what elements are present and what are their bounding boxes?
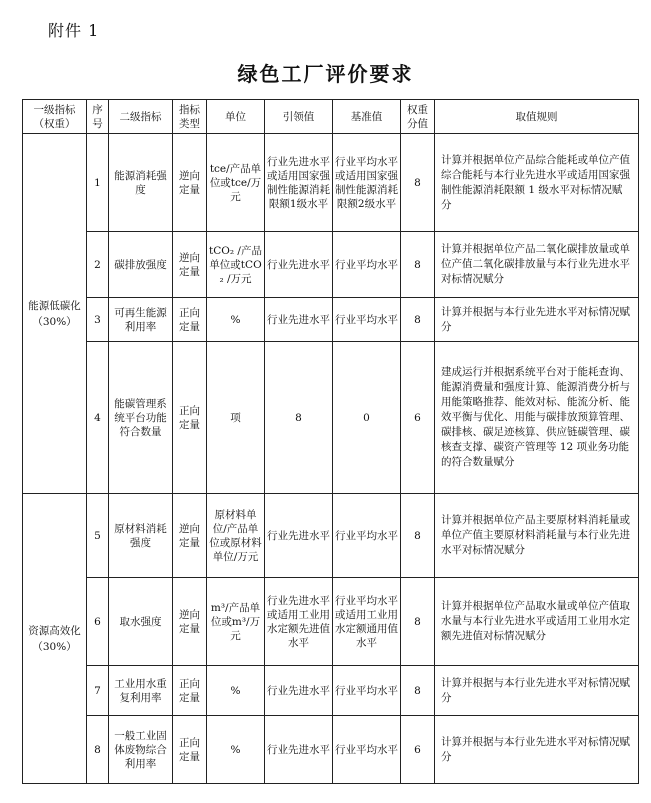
cell-leading: 行业先进水平或适用工业用水定额先进值水平 [265, 578, 333, 666]
group-cell [23, 494, 87, 784]
cell-leading: 行业先进水平或适用国家强制性能源消耗限额1级水平 [265, 134, 333, 232]
cell-level2: 能碳管理系统平台功能符合数量 [109, 342, 173, 494]
header-level1: 一级指标（权重） [23, 100, 87, 134]
cell-type: 逆向定量 [173, 232, 207, 298]
cell-seq: 2 [87, 232, 109, 298]
header-rule: 取值规则 [435, 100, 639, 134]
cell-leading: 行业先进水平 [265, 666, 333, 716]
cell-baseline: 行业平均水平 [333, 232, 401, 298]
cell-baseline: 行业平均水平 [333, 494, 401, 578]
cell-weight: 6 [401, 716, 435, 784]
cell-rule: 计算并根据单位产品综合能耗或单位产值综合能耗与本行业先进水平或适用国家强制性能源消耗限额 1 级水平对标情况赋分 [435, 134, 639, 232]
cell-leading: 行业先进水平 [265, 232, 333, 298]
group-weight: （30%） [32, 640, 77, 653]
group-name: 能源低碳化 [28, 299, 81, 312]
cell-leading: 行业先进水平 [265, 716, 333, 784]
cell-unit: tCO₂ /产品单位或tCO₂ /万元 [207, 232, 265, 298]
cell-rule: 计算并根据单位产品取水量或单位产值取水量与本行业先进水平或适用工业用水定额先进值对标情况赋分 [435, 578, 639, 666]
header-baseline: 基准值 [333, 100, 401, 134]
header-unit: 单位 [207, 100, 265, 134]
cell-leading: 8 [265, 342, 333, 494]
cell-baseline: 行业平均水平或适用工业用水定额通用值水平 [333, 578, 401, 666]
cell-level2: 可再生能源利用率 [109, 298, 173, 342]
cell-level2: 一般工业固体废物综合利用率 [109, 716, 173, 784]
cell-level2: 碳排放强度 [109, 232, 173, 298]
cell-weight: 8 [401, 494, 435, 578]
cell-weight: 6 [401, 342, 435, 494]
cell-baseline: 行业平均水平 [333, 666, 401, 716]
cell-baseline: 行业平均水平 [333, 298, 401, 342]
group-cell [23, 134, 87, 494]
cell-weight: 8 [401, 134, 435, 232]
cell-weight: 8 [401, 666, 435, 716]
cell-level2: 能源消耗强度 [109, 134, 173, 232]
header-type: 指标类型 [173, 100, 207, 134]
cell-type: 正向定量 [173, 716, 207, 784]
table-row [23, 342, 639, 494]
cell-level2: 原材料消耗强度 [109, 494, 173, 578]
cell-type: 逆向定量 [173, 494, 207, 578]
cell-weight: 8 [401, 578, 435, 666]
table-row [23, 494, 639, 578]
cell-unit: tce/产品单位或tce/万元 [207, 134, 265, 232]
cell-type: 正向定量 [173, 342, 207, 494]
cell-seq: 4 [87, 342, 109, 494]
cell-seq: 1 [87, 134, 109, 232]
cell-seq: 5 [87, 494, 109, 578]
table-row [23, 232, 639, 298]
table-row [23, 716, 639, 784]
header-weight: 权重分值 [401, 100, 435, 134]
cell-seq: 3 [87, 298, 109, 342]
cell-type: 逆向定量 [173, 578, 207, 666]
cell-baseline: 行业平均水平或适用国家强制性能源消耗限额2级水平 [333, 134, 401, 232]
table-row [23, 298, 639, 342]
document-title: 绿色工厂评价要求 [237, 62, 414, 86]
cell-level2: 取水强度 [109, 578, 173, 666]
cell-rule: 建成运行并根据系统平台对于能耗查询、能源消费量和强度计算、能源消费分析与用能策略推荐、能效对标、能流分析、能效平衡与优化、用能与碳排放预算管理、碳排核、碳足迹核算、供应链碳管理、碳核查支撑、碳资产管理等 12 项业务功能的符合数量赋分 [435, 342, 639, 494]
cell-rule: 计算并根据与本行业先进水平对标情况赋分 [435, 666, 639, 716]
cell-unit: % [207, 716, 265, 784]
cell-seq: 6 [87, 578, 109, 666]
cell-baseline: 行业平均水平 [333, 716, 401, 784]
header-seq: 序号 [87, 100, 109, 134]
cell-baseline: 0 [333, 342, 401, 494]
group-weight: （30%） [32, 315, 77, 328]
cell-type: 正向定量 [173, 298, 207, 342]
table-row [23, 134, 639, 232]
cell-rule: 计算并根据单位产品二氧化碳排放量或单位产值二氧化碳排放量与本行业先进水平对标情况赋分 [435, 232, 639, 298]
cell-type: 逆向定量 [173, 134, 207, 232]
cell-weight: 8 [401, 298, 435, 342]
cell-leading: 行业先进水平 [265, 494, 333, 578]
cell-leading: 行业先进水平 [265, 298, 333, 342]
header-leading: 引领值 [265, 100, 333, 134]
cell-seq: 7 [87, 666, 109, 716]
annex-label: 附件 1 [48, 21, 100, 40]
cell-rule: 计算并根据与本行业先进水平对标情况赋分 [435, 716, 639, 784]
cell-rule: 计算并根据与本行业先进水平对标情况赋分 [435, 298, 639, 342]
cell-weight: 8 [401, 232, 435, 298]
table-row [23, 666, 639, 716]
cell-unit: 原材料单位/产品单位或原材料单位/万元 [207, 494, 265, 578]
cell-unit: 项 [207, 342, 265, 494]
cell-unit: % [207, 666, 265, 716]
cell-unit: m³/产品单位或m³/万元 [207, 578, 265, 666]
cell-type: 正向定量 [173, 666, 207, 716]
table-header-row [23, 100, 639, 134]
evaluation-table [22, 99, 639, 784]
table-row [23, 578, 639, 666]
header-level2: 二级指标 [109, 100, 173, 134]
cell-rule: 计算并根据单位产品主要原材料消耗量或单位产值主要原材料消耗量与本行业先进水平对标情况赋分 [435, 494, 639, 578]
cell-seq: 8 [87, 716, 109, 784]
cell-unit: % [207, 298, 265, 342]
cell-level2: 工业用水重复利用率 [109, 666, 173, 716]
group-name: 资源高效化 [28, 624, 81, 637]
